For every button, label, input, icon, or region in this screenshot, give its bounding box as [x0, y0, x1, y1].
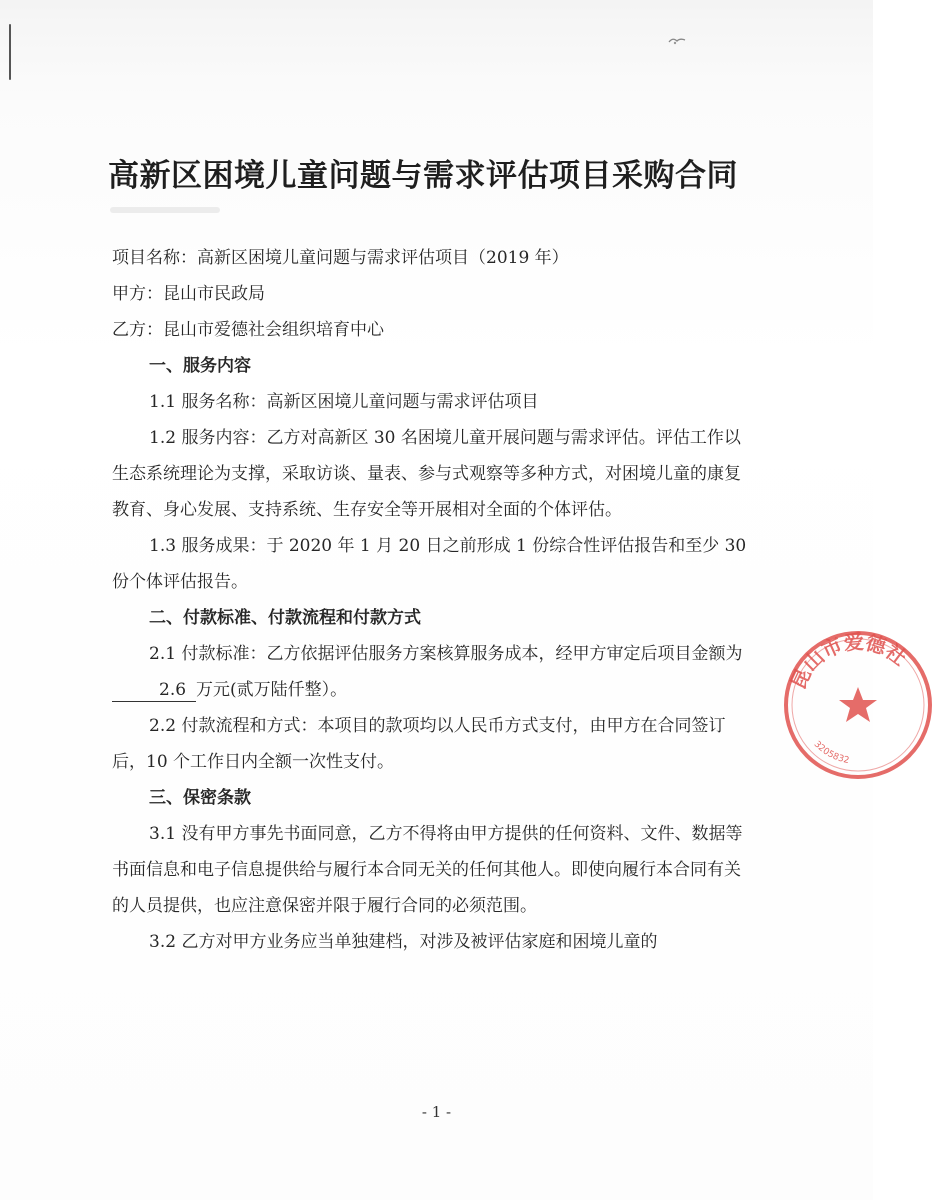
party-b: 乙方：昆山市爱德社会组织培育中心 [112, 320, 384, 340]
red-seal-stamp [778, 625, 938, 785]
clause-2-2: 2.2 付款流程和方式：本项目的款项均以人民币方式支付，由甲方在合同签订后，10 个工作日内全额一次性支付。 [112, 716, 726, 772]
scan-edge-mark [9, 24, 11, 80]
seal-text: 昆山市爱德社 [785, 629, 912, 693]
page-number: - 1 - [421, 1103, 452, 1121]
party-a: 甲方：昆山市民政局 [112, 284, 265, 304]
clause-1-1: 1.1 服务名称：高新区困境儿童问题与需求评估项目 [149, 392, 539, 412]
clause-3-1: 3.1 没有甲方事先书面同意，乙方不得将由甲方提供的任何资料、文件、数据等书面信息和电子信息提供给与履行本合同无关的任何其他人。即使向履行本合同有关的人员提供，也应注意保密并限于履行合同的必须范围。 [112, 824, 743, 916]
section-heading-payment: 二、付款标准、付款流程和付款方式 [149, 608, 421, 628]
section-heading-confidentiality: 三、保密条款 [149, 788, 251, 808]
clause-1-3: 1.3 服务成果：于 2020 年 1 月 20 日之前形成 1 份综合性评估报告和至少 30 份个体评估报告。 [112, 536, 747, 592]
clause-2-1-unit: 万元(贰万陆仟整）。 [196, 680, 348, 700]
section-heading-service: 一、服务内容 [149, 356, 251, 376]
contract-title: 高新区困境儿童问题与需求评估项目采购合同 [108, 158, 738, 194]
clause-1-2: 1.2 服务内容：乙方对高新区 30 名困境儿童开展问题与需求评估。评估工作以生态系统理论为支撑，采取访谈、量表、参与式观察等多种方式，对困境儿童的康复教育、身心发展、支持系统、生存安全等开展相对全面的个体评估。 [112, 428, 741, 520]
clause-2-1-text: 2.1 付款标准：乙方依据评估服务方案核算服务成本，经甲方审定后项目金额为 [149, 644, 743, 664]
clause-3-2: 3.2 乙方对甲方业务应当单独建档，对涉及被评估家庭和困境儿童的 [149, 932, 658, 952]
ink-speck [668, 36, 686, 46]
contract-amount: 2.6 [112, 679, 196, 702]
clause-2-1 [112, 636, 757, 708]
svg-text:昆山市爱德社 [786, 630, 912, 693]
project-name: 项目名称：高新区困境儿童问题与需求评估项目（2019 年） [112, 248, 569, 268]
contract-body [112, 240, 757, 960]
faint-scan-line [110, 207, 220, 213]
seal-code: 3205832 [811, 739, 851, 767]
